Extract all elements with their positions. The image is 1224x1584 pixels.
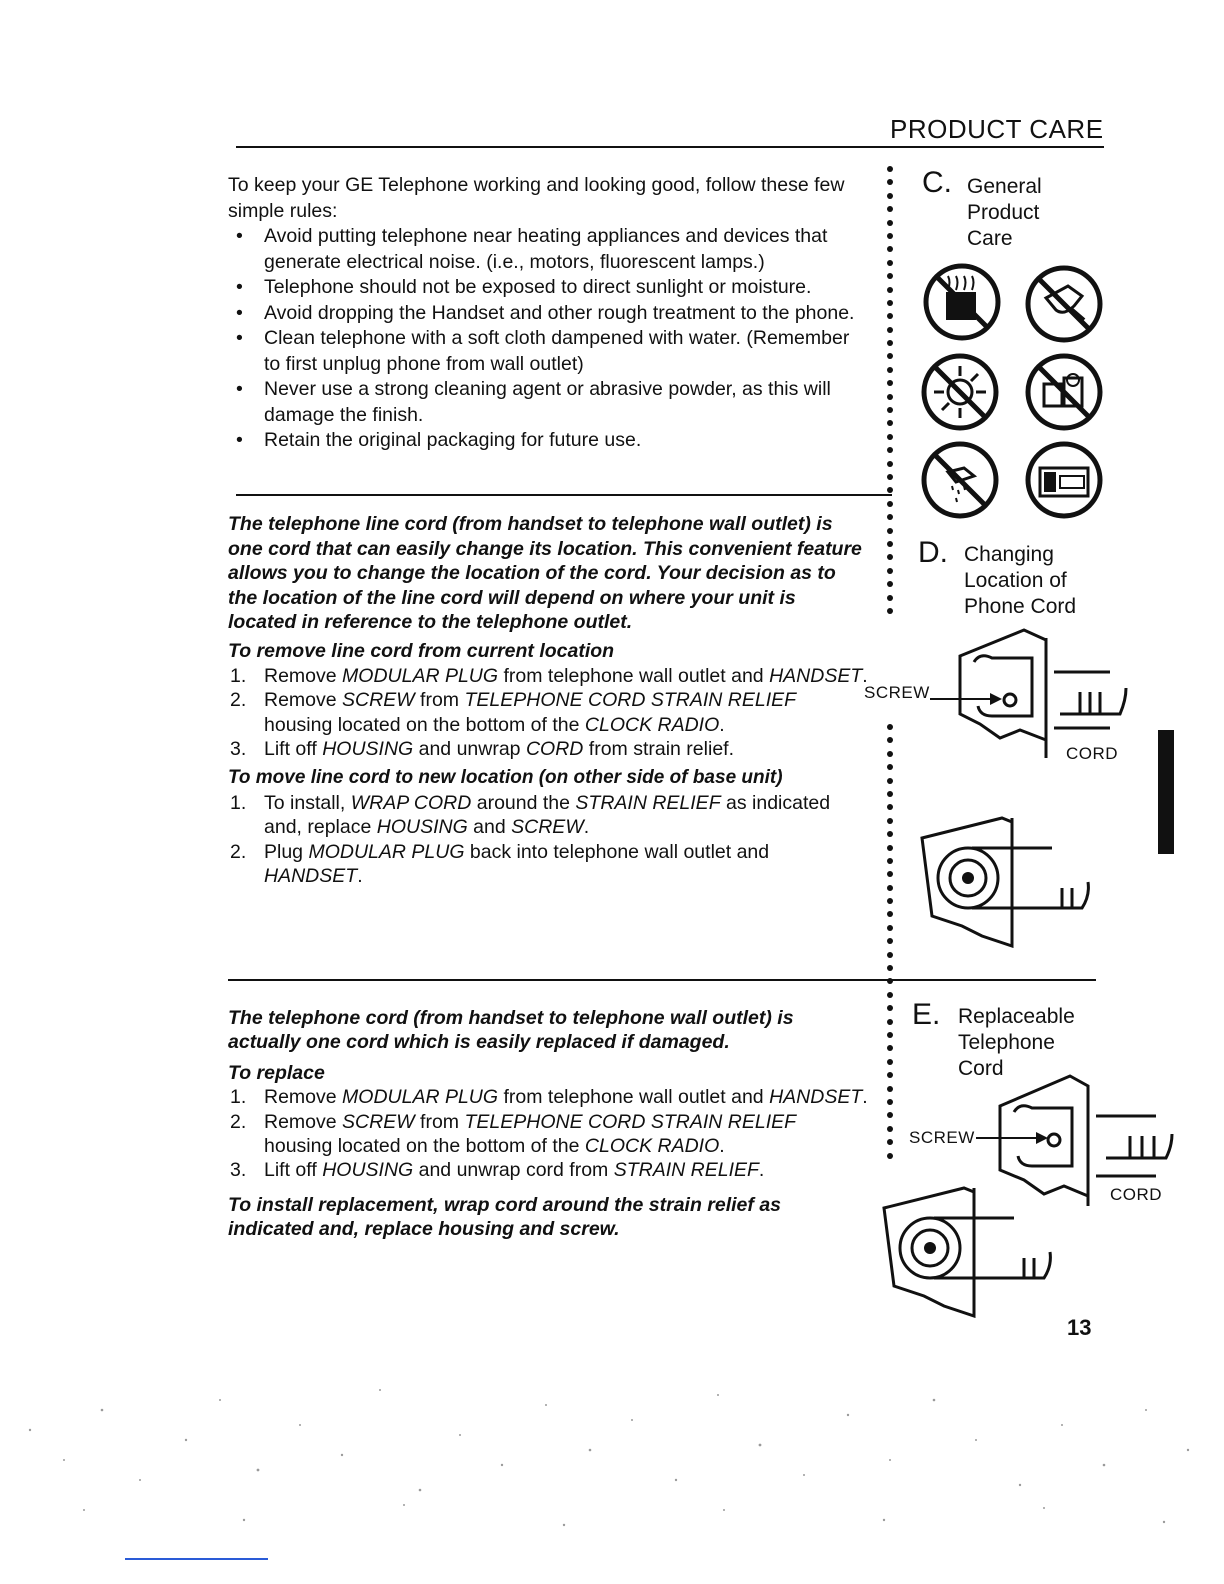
list-item [228, 840, 868, 889]
section-lead: The telephone cord (from handset to telephone wall outlet) is actually one cord which is easily replaced if damaged. [228, 1007, 794, 1054]
change-location-text [228, 512, 868, 889]
section-divider [236, 494, 892, 496]
step-term: TELEPHONE CORD STRAIN RELIEF [464, 689, 797, 712]
step-text: and unwrap cord from [413, 1159, 614, 1182]
section-title-line: Phone Cord [964, 595, 1077, 618]
list-item: • Never use a strong cleaning agent or abrasive powder, as this will damage the finish. [228, 377, 868, 428]
step-text: Remove [264, 689, 343, 712]
step-number: 3. [230, 738, 247, 761]
callout-arrow [976, 1131, 1050, 1145]
subheading: To replace [228, 1061, 325, 1084]
step-text: back into telephone wall outlet and [464, 840, 770, 863]
step-text: Lift off [264, 1159, 323, 1182]
section-title-line: Care [967, 227, 1013, 250]
step-term: TELEPHONE CORD STRAIN RELIEF [464, 1110, 797, 1133]
list-item: • Avoid dropping the Handset and other rough treatment to the phone. [228, 301, 868, 327]
step-term: SCREW [342, 1110, 415, 1133]
replace-cord-text [228, 1006, 868, 1242]
section-divider [228, 979, 1096, 981]
step-text: . [719, 713, 725, 736]
step-term: MODULAR PLUG [308, 840, 465, 863]
step-text: from telephone wall outlet and [498, 1086, 770, 1109]
step-text: and [467, 816, 512, 839]
no-sunlight-icon [918, 350, 1002, 434]
step-text: and unwrap [413, 738, 526, 761]
section-letter: D. [918, 536, 948, 569]
step-term: WRAP CORD [350, 791, 472, 814]
section-letter: E. [912, 998, 941, 1031]
list-item [228, 1158, 868, 1182]
section-tab-marker [1158, 730, 1174, 854]
step-text: To install, [264, 791, 351, 814]
dotted-separator [885, 166, 895, 646]
step-term: SCREW [511, 816, 584, 839]
step-term: MODULAR PLUG [342, 664, 499, 687]
section-d-heading [918, 536, 1118, 626]
general-care-text [228, 173, 868, 454]
step-number: 3. [230, 1159, 247, 1182]
list-item [228, 1085, 868, 1109]
step-text: around the [471, 791, 576, 814]
section-title-line: General [967, 175, 1042, 198]
list-item: • Avoid putting telephone near heating appliances and devices that generate electrical noise. (i.e., motors, fluorescent lamps.) [228, 224, 868, 275]
section-title-line: Telephone [958, 1031, 1055, 1054]
step-term: SCREW [342, 689, 415, 712]
step-text: housing located on the bottom of the [264, 1135, 585, 1158]
step-text: Lift off [264, 738, 323, 761]
step-text: . [862, 664, 868, 687]
step-text: Remove [264, 1110, 343, 1133]
callout-arrow [930, 692, 1004, 706]
step-text: . [583, 816, 590, 839]
step-text: housing located on the bottom of the [264, 713, 585, 736]
no-heat-icon [920, 260, 1004, 344]
section-title-line: Location of [964, 569, 1067, 592]
install-note: To install replacement, wrap cord around the strain relief as indicated and, replace housing and screw. [228, 1193, 782, 1241]
step-text: Remove [264, 664, 343, 687]
header-rule [236, 146, 1104, 148]
page-number: 13 [1067, 1315, 1092, 1340]
step-number: 2. [230, 840, 247, 863]
no-water-icon [918, 438, 1002, 522]
step-text: from [414, 689, 465, 712]
step-text: from strain relief. [583, 738, 734, 761]
subheading: To move line cord to new location (on other side of base unit) [228, 766, 783, 788]
list-item [228, 664, 868, 689]
step-number: 1. [230, 1086, 247, 1109]
step-number: 1. [230, 664, 247, 687]
intro-text: To keep your GE Telephone working and looking good, follow these few simple rules: [228, 174, 845, 222]
original-packaging-icon [1022, 438, 1106, 522]
wrap-cord-diagram [912, 808, 1112, 948]
step-term: HANDSET [264, 865, 358, 888]
subheading: To remove line cord from current location [228, 639, 615, 662]
step-term: CLOCK RADIO [584, 1135, 720, 1158]
section-title-line: Changing [964, 543, 1054, 566]
step-text: from telephone wall outlet and [498, 664, 770, 687]
list-item [228, 688, 868, 737]
step-text: . [719, 1135, 725, 1158]
section-title-line: Product [967, 201, 1040, 224]
section-title-line: Cord [958, 1057, 1004, 1080]
step-text: . [758, 1159, 765, 1182]
cord-label: CORD [1110, 1185, 1163, 1204]
no-cleaning-agent-icon [1022, 262, 1106, 346]
step-text: Plug [264, 840, 309, 863]
step-text: . [357, 865, 363, 888]
step-term: STRAIN RELIEF [613, 1159, 759, 1182]
wrap-cord-diagram [874, 1178, 1074, 1318]
section-c-heading [922, 166, 1122, 266]
step-term: STRAIN RELIEF [575, 791, 721, 814]
step-text: from [414, 1110, 465, 1133]
remove-steps [228, 664, 868, 762]
step-number: 2. [230, 689, 247, 712]
move-steps [228, 791, 868, 889]
step-term: CLOCK RADIO [584, 713, 720, 736]
care-rules-list [228, 224, 868, 454]
cord-label: CORD [1066, 744, 1119, 763]
step-term: HOUSING [376, 816, 468, 839]
list-item [228, 1110, 868, 1159]
footer-link-underline [125, 1558, 268, 1560]
step-term: MODULAR PLUG [342, 1086, 499, 1109]
scan-noise [0, 1370, 1224, 1550]
step-text: as indicated and, replace [264, 791, 831, 839]
step-text: Remove [264, 1086, 343, 1109]
step-term: HANDSET [769, 1086, 863, 1109]
step-term: HOUSING [322, 1159, 414, 1182]
page-title: PRODUCT CARE [890, 114, 1104, 144]
step-term: HANDSET [769, 664, 863, 687]
replace-steps [228, 1085, 868, 1183]
step-number: 2. [230, 1110, 247, 1133]
section-title-line: Replaceable [958, 1005, 1075, 1028]
step-text: . [862, 1086, 868, 1109]
screw-label: SCREW [909, 1128, 975, 1147]
step-term: HOUSING [322, 738, 414, 761]
list-item [228, 791, 868, 840]
section-letter: C. [922, 166, 952, 199]
dotted-separator [885, 724, 895, 1186]
screw-label: SCREW [864, 683, 930, 702]
list-item: • Retain the original packaging for future use. [228, 428, 868, 454]
no-drop-icon [1022, 350, 1106, 434]
step-term: CORD [525, 738, 584, 761]
section-lead: The telephone line cord (from handset to telephone wall outlet) is one cord that can easily change its location. This convenient feature allows you to change the location of the cord. Your decision as to the location of the line cord will depend on where your unit is located in reference to the telephone outlet. [228, 513, 862, 634]
list-item [228, 737, 868, 762]
list-item: • Clean telephone with a soft cloth dampened with water. (Remember to first unplug phone from wall outlet) [228, 326, 868, 377]
step-number: 1. [230, 791, 247, 814]
list-item: • Telephone should not be exposed to direct sunlight or moisture. [228, 275, 868, 301]
